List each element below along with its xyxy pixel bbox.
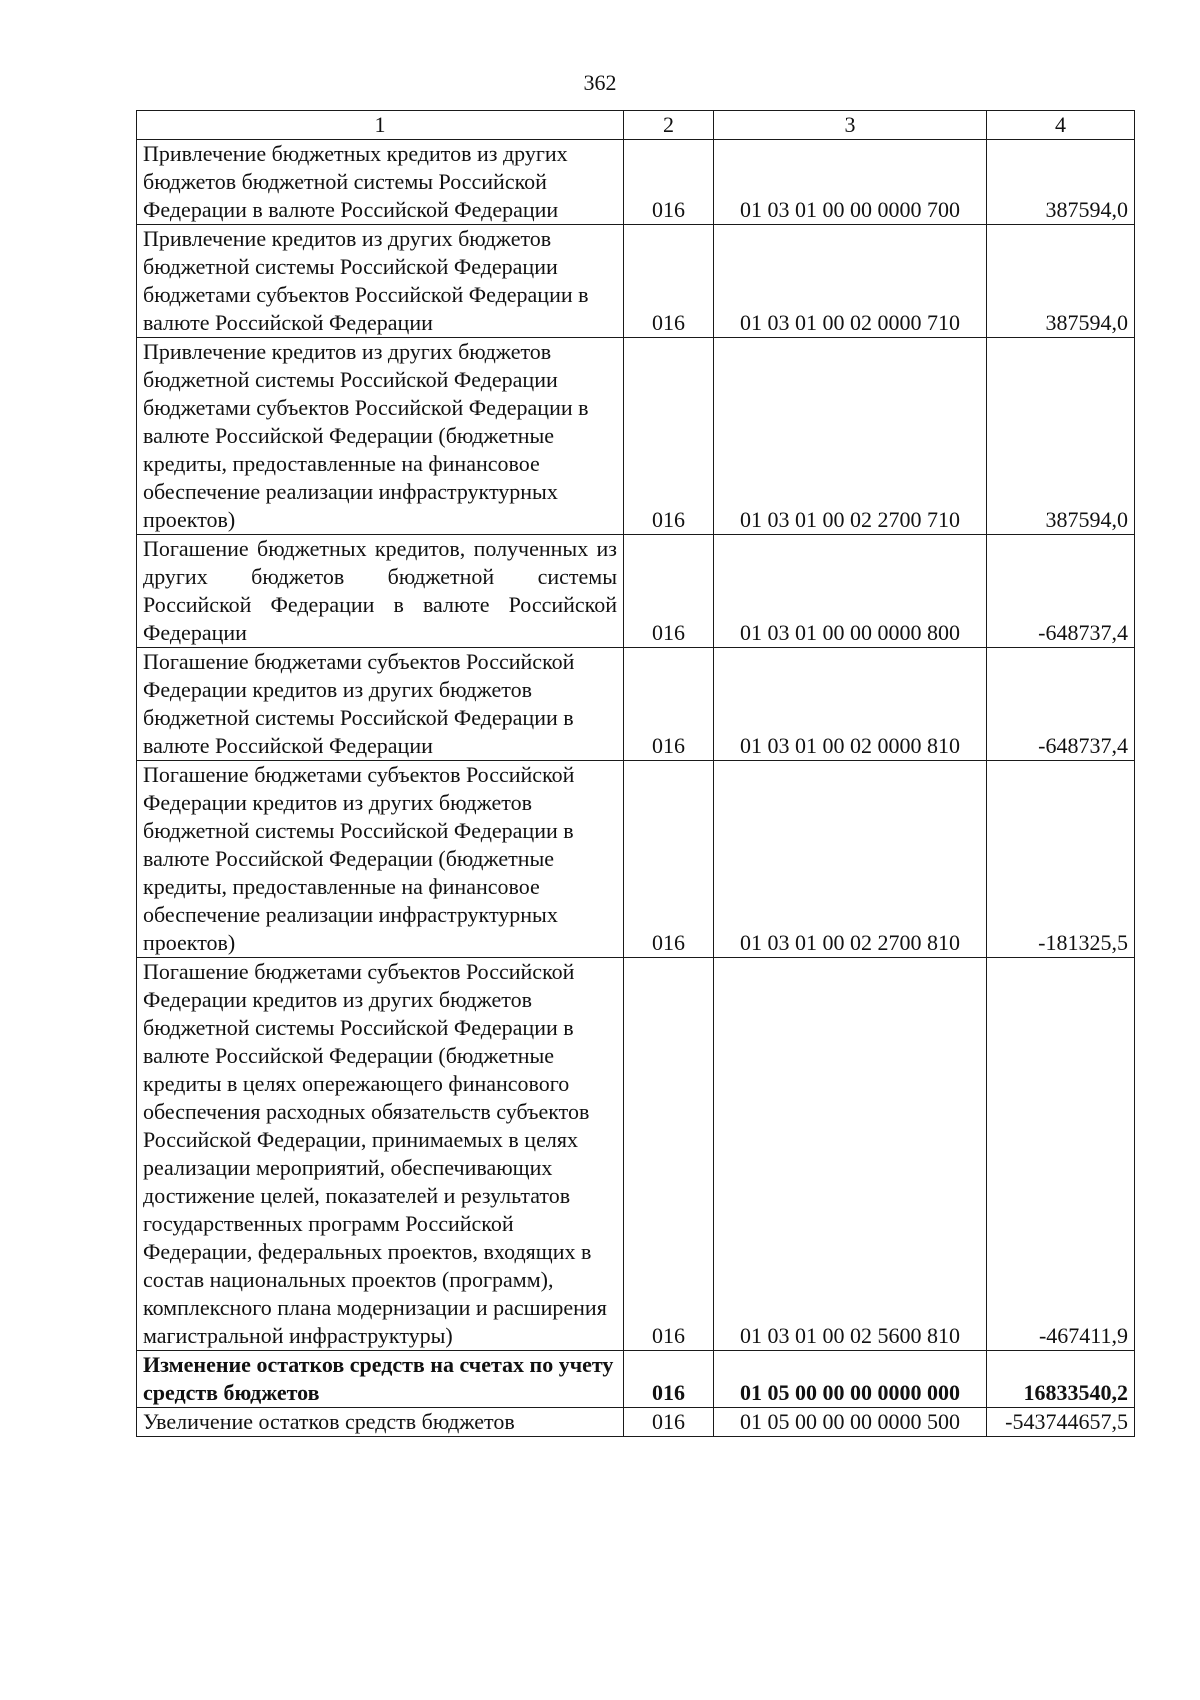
- row-name: Привлечение кредитов из других бюджетов бюджетной системы Российской Федерации бюджетами субъектов Российской Федерации в валюте Российской Федерации: [137, 225, 624, 338]
- row-admin-code: 016: [624, 1351, 714, 1408]
- column-header-1: 1: [137, 111, 624, 140]
- row-kbk-code: 01 05 00 00 00 0000 000: [714, 1351, 987, 1408]
- row-name: Погашение бюджетами субъектов Российской Федерации кредитов из других бюджетов бюджетной системы Российской Федерации в валюте Российской Федерации (бюджетные кредиты, предоставленные на финансовое обеспечение реализации инфраструктурных проектов): [137, 761, 624, 958]
- column-header-4: 4: [987, 111, 1135, 140]
- row-name: Погашение бюджетами субъектов Российской Федерации кредитов из других бюджетов бюджетной системы Российской Федерации в валюте Российской Федерации (бюджетные кредиты в целях опережающего финансового обеспечения расходных обязательств субъектов Российской Федерации, принимаемых в целях реализации мероприятий, обеспечивающих достижение целей, показателей и результатов государственных программ Российской Федерации, федеральных проектов, входящих в состав национальных проектов (программ), комплексного плана модернизации и расширения магистральной инфраструктуры): [137, 958, 624, 1351]
- row-amount: 387594,0: [987, 338, 1135, 535]
- table-header-row: [137, 111, 1135, 140]
- row-admin-code: 016: [624, 535, 714, 648]
- table-row: [137, 648, 1135, 761]
- row-amount: -543744657,5: [987, 1408, 1135, 1437]
- row-name: Погашение бюджетных кредитов, полученных из других бюджетов бюджетной системы Российской Федерации в валюте Российской Федерации: [137, 535, 624, 648]
- row-kbk-code: 01 03 01 00 02 5600 810: [714, 958, 987, 1351]
- table-row: [137, 958, 1135, 1351]
- row-kbk-code: 01 03 01 00 02 0000 810: [714, 648, 987, 761]
- table-row: [137, 1408, 1135, 1437]
- table-row: [137, 338, 1135, 535]
- row-amount: 387594,0: [987, 225, 1135, 338]
- table-row: [137, 535, 1135, 648]
- row-admin-code: 016: [624, 140, 714, 225]
- row-amount: -648737,4: [987, 648, 1135, 761]
- row-admin-code: 016: [624, 1408, 714, 1437]
- row-amount: -181325,5: [987, 761, 1135, 958]
- budget-sources-table: [136, 110, 1135, 1437]
- row-admin-code: 016: [624, 958, 714, 1351]
- row-amount: 16833540,2: [987, 1351, 1135, 1408]
- row-admin-code: 016: [624, 338, 714, 535]
- row-kbk-code: 01 03 01 00 02 2700 710: [714, 338, 987, 535]
- row-name: Увеличение остатков средств бюджетов: [137, 1408, 624, 1437]
- row-amount: 387594,0: [987, 140, 1135, 225]
- row-admin-code: 016: [624, 648, 714, 761]
- column-header-2: 2: [624, 111, 714, 140]
- table-row: [137, 140, 1135, 225]
- row-kbk-code: 01 05 00 00 00 0000 500: [714, 1408, 987, 1437]
- table-row: [137, 761, 1135, 958]
- row-admin-code: 016: [624, 225, 714, 338]
- row-kbk-code: 01 03 01 00 00 0000 800: [714, 535, 987, 648]
- column-header-3: 3: [714, 111, 987, 140]
- row-kbk-code: 01 03 01 00 02 0000 710: [714, 225, 987, 338]
- page-number: 362: [583, 70, 617, 95]
- table-row: [137, 225, 1135, 338]
- row-name: Привлечение бюджетных кредитов из других бюджетов бюджетной системы Российской Федерации в валюте Российской Федерации: [137, 140, 624, 225]
- row-kbk-code: 01 03 01 00 00 0000 700: [714, 140, 987, 225]
- row-kbk-code: 01 03 01 00 02 2700 810: [714, 761, 987, 958]
- row-name: Изменение остатков средств на счетах по учету средств бюджетов: [137, 1351, 624, 1408]
- table-row-total-change: [137, 1351, 1135, 1408]
- row-name: Привлечение кредитов из других бюджетов бюджетной системы Российской Федерации бюджетами субъектов Российской Федерации в валюте Российской Федерации (бюджетные кредиты, предоставленные на финансовое обеспечение реализации инфраструктурных проектов): [137, 338, 624, 535]
- row-amount: -648737,4: [987, 535, 1135, 648]
- row-admin-code: 016: [624, 761, 714, 958]
- row-amount: -467411,9: [987, 958, 1135, 1351]
- row-name: Погашение бюджетами субъектов Российской Федерации кредитов из других бюджетов бюджетной системы Российской Федерации в валюте Российской Федерации: [137, 648, 624, 761]
